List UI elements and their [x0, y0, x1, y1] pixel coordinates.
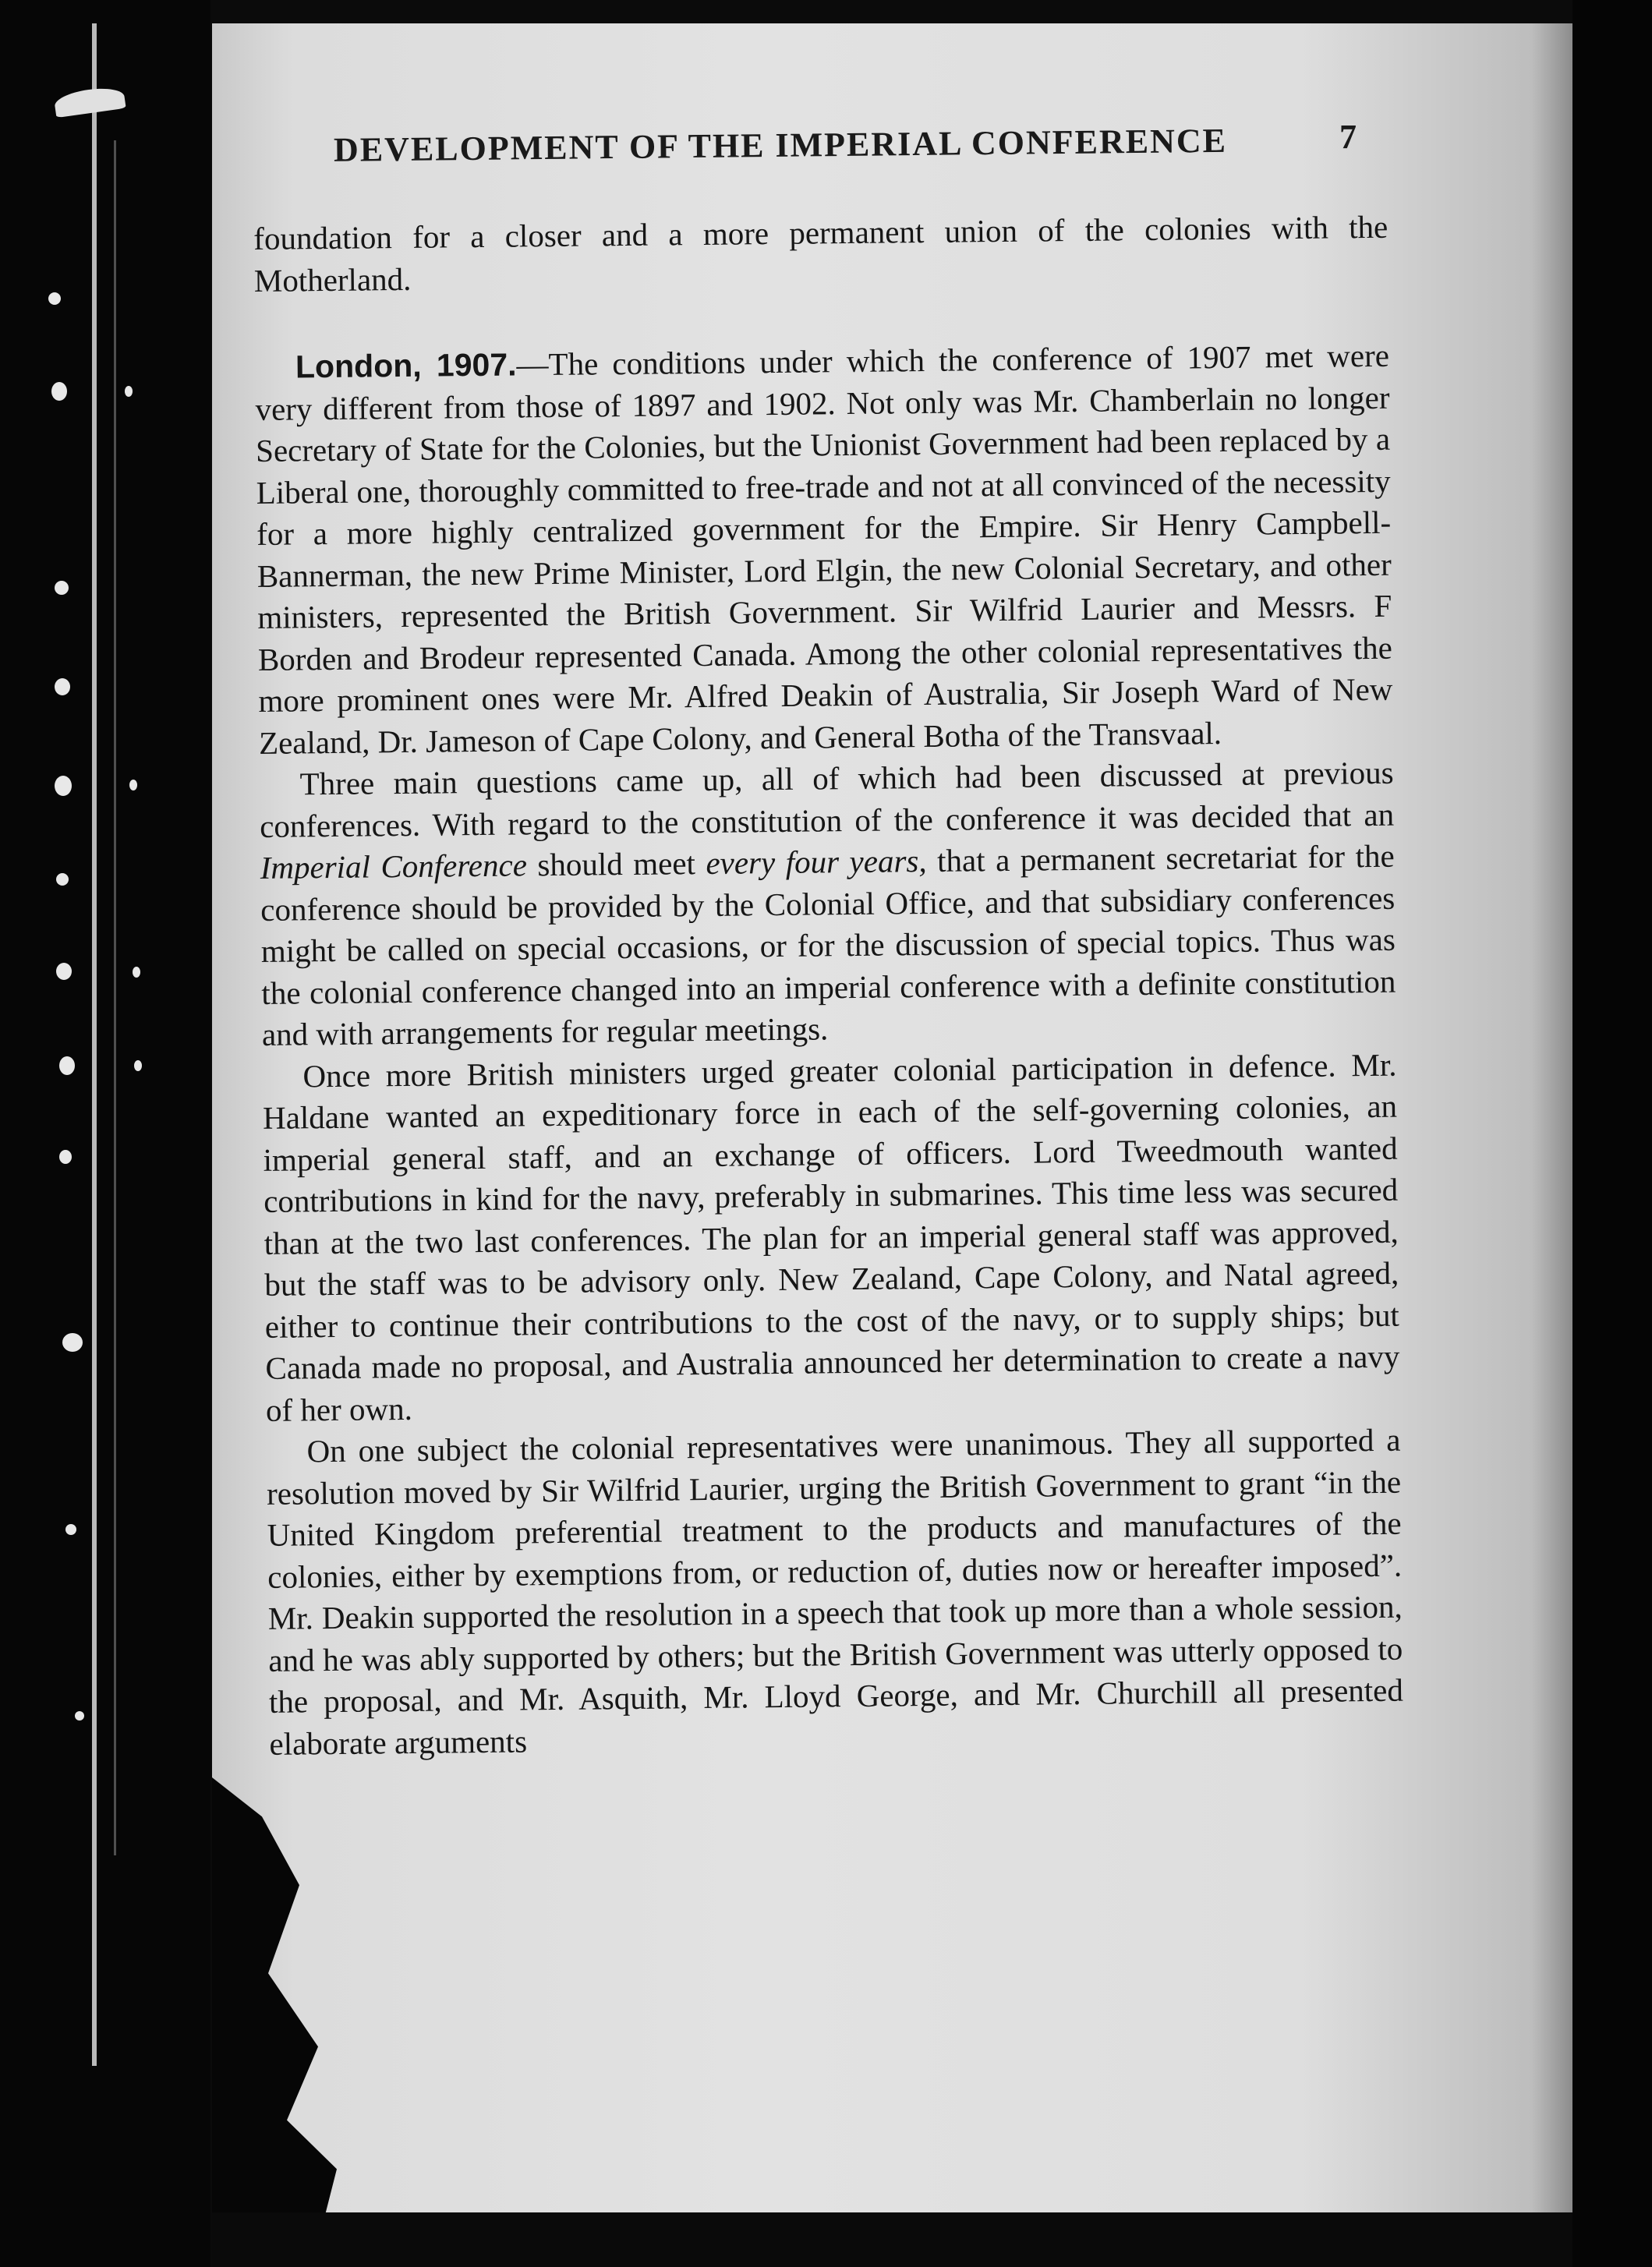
- binding-clip-icon: [53, 85, 126, 118]
- hole-mark: [133, 967, 140, 978]
- hole-mark: [75, 1711, 84, 1721]
- hole-mark: [59, 1150, 72, 1164]
- hole-mark: [129, 780, 137, 790]
- page-number: 7: [1339, 118, 1357, 156]
- scan-bottom-edge: [212, 2212, 1572, 2267]
- paragraph: foundation for a closer and a more permanent union of the colonies with the Motherland.: [253, 208, 1388, 299]
- hole-mark: [62, 1333, 83, 1352]
- hole-mark: [59, 1056, 75, 1075]
- paragraph-text: that a permanent secretariat for the conference should be provided by the Colonial Office, and that subsidiary conferences might be called on special occasions, or for the discussion of special topics. Thus was the colonial conference changed into an imperial conference with a definite constitution and with arrangements for regular meetings.: [260, 837, 1396, 1052]
- hole-mark: [51, 382, 67, 401]
- hole-mark: [56, 963, 72, 980]
- scan-margin: [0, 0, 210, 2267]
- body-text: [253, 207, 1404, 1765]
- hole-mark: [48, 292, 61, 305]
- hole-mark: [125, 386, 133, 397]
- emphasis-text: Imperial Conference: [260, 847, 528, 886]
- paragraph-text: Three main questions came up, all of which had been discussed at previous conferences. With regard to the constitution of the conference it was decided that an: [259, 754, 1395, 844]
- hole-mark: [134, 1060, 142, 1071]
- hole-mark: [55, 776, 72, 796]
- hole-mark: [55, 678, 70, 695]
- hole-mark: [65, 1524, 76, 1535]
- paragraph: On one subject the colonial representatives were unanimous. They all supported a resolution moved by Sir Wilfrid Laurier, urging the British Government to grant “in the United Kingdom preferential treatment to the products and manufactures of the colonies, either by exemptions from, or reduction of, duties now or hereafter imposed”. Mr. Deakin supported the resolution in a speech that took up more than a whole session, and he was ably supported by others; but the British Government was utterly opposed to the proposal, and Mr. Asquith, Mr. Lloyd George, and Mr. Churchill all presented elaborate arguments: [266, 1421, 1404, 1762]
- paragraph: [259, 752, 1396, 1056]
- hole-mark: [55, 581, 69, 595]
- hole-mark: [56, 873, 69, 886]
- paragraph: Once more British ministers urged greater colonial participation in defence. Mr. Haldane wanted an expeditionary force in each of the self-governing colonies, an imperial general staff, and an exchange of officers. Lord Tweedmouth wanted contributions in kind for the navy, preferably in submarines. This time less was secured than at the two last conferences. The plan for an imperial general staff was approved, but the staff was to be advisory only. New Zealand, Cape Colony, and Natal agreed, either to continue their contributions to the cost of the navy, or to supply ships; but Canada made no proposal, and Australia announced her determination to create a navy of her own.: [262, 1046, 1400, 1428]
- paragraph: [255, 335, 1394, 764]
- paragraph-text: —The conditions under which the conference of 1907 met were very different from those of 1897 and 1902. Not only was Mr. Chamberlain no longer Secretary of State for the Colonies, but the Unionist Government had been replaced by a Liberal one, thoroughly committed to free-trade and not at all convinced of the necessity for a more highly centralized government for the Empire. Sir Henry Campbell-Bannerman, the new Prime Minister, Lord Elgin, the new Colonial Secretary, and other ministers, represented the British Government. Sir Wilfrid Laurier and Messrs. F Borden and Brodeur represented Canada. Among the other colonial representatives the more prominent ones were Mr. Alfred Deakin of Australia, Sir Joseph Ward of New Zealand, Dr. Jameson of Cape Colony, and General Botha of the Transvaal.: [255, 337, 1393, 761]
- binding-line: [92, 23, 97, 2066]
- running-header: DEVELOPMENT OF THE IMPERIAL CONFERENCE: [333, 121, 1228, 169]
- scan-right-edge: [1572, 0, 1652, 2267]
- section-heading: London, 1907.: [295, 346, 517, 385]
- emphasis-text: every four years,: [706, 843, 927, 881]
- paragraph-text: should meet: [526, 844, 706, 883]
- binding-line-faint: [114, 140, 116, 1855]
